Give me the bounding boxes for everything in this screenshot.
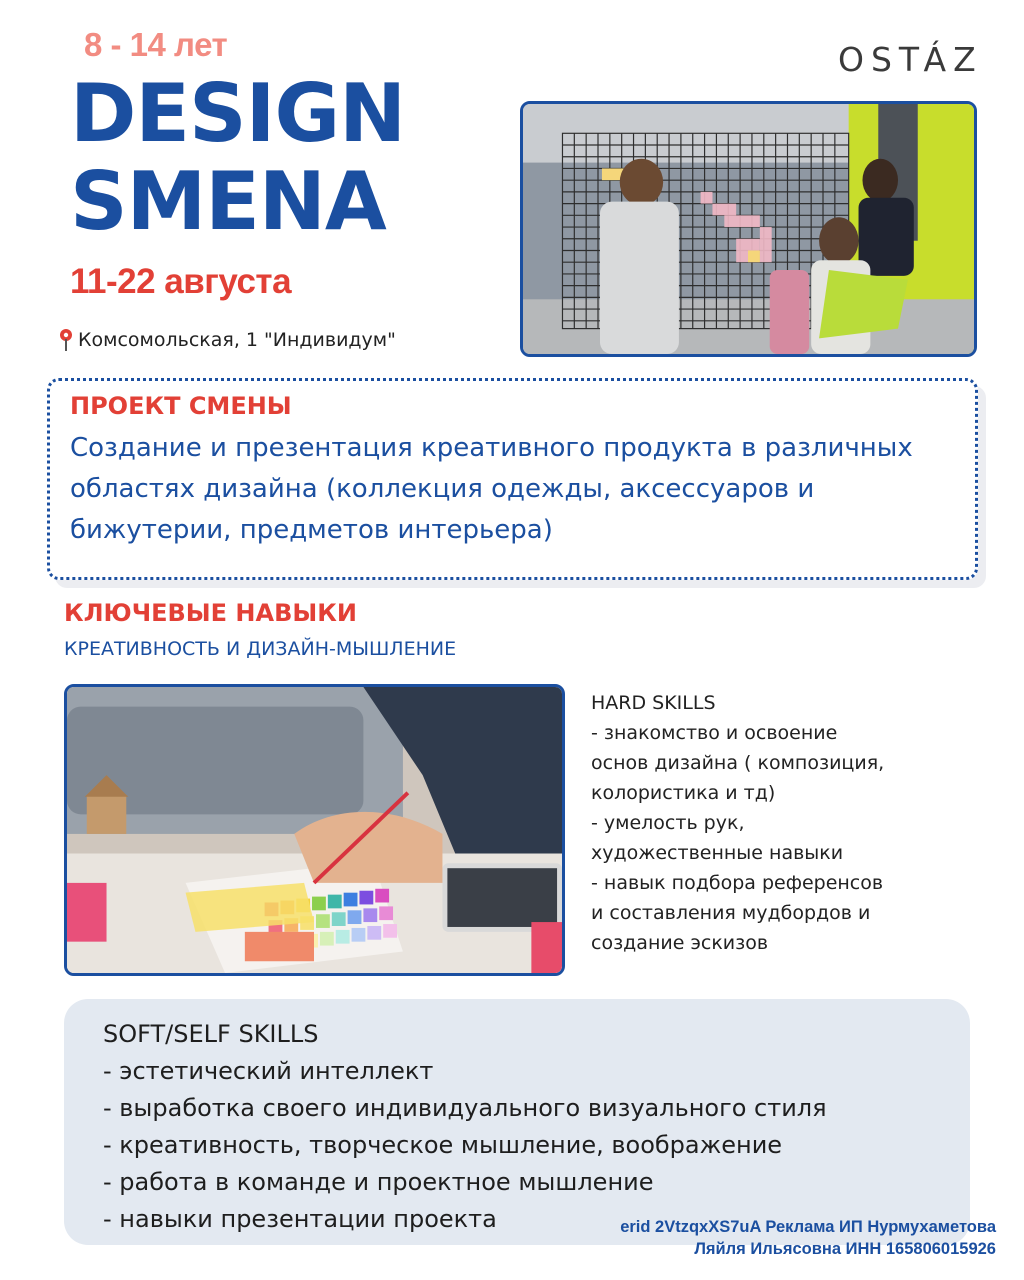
hard-skills-line: создание эскизов: [591, 932, 769, 954]
disclaimer-line: Ляйля Ильясовна ИНН 165806015926: [694, 1240, 996, 1258]
page-title: [70, 67, 406, 248]
project-line: Создание и презентация креативного продукта в различных: [70, 433, 913, 463]
soft-skills-block: [103, 1016, 827, 1238]
kids-design-photo: [520, 101, 977, 357]
hard-skills-line: основ дизайна ( композиция,: [591, 752, 885, 774]
camp-dates: 11-22 августа: [70, 262, 292, 301]
hard-skills-line: колористика и тд): [591, 782, 776, 804]
address-text: Комсомольская, 1 "Индивидум": [78, 329, 396, 351]
key-skills-subtitle: КРЕАТИВНОСТЬ И ДИЗАЙН-МЫШЛЕНИЕ: [64, 638, 457, 660]
hard-skills-line: и составления мудбордов и: [591, 902, 871, 924]
age-range: 8 - 14 лет: [84, 26, 228, 63]
project-line: бижутерии, предметов интерьера): [70, 515, 553, 545]
title-line-smena: SMENA: [70, 155, 386, 248]
ostaz-logo: OSTÁZ: [838, 40, 983, 79]
hard-skills-line: - знакомство и освоение: [591, 722, 838, 744]
soft-skills-item: - навыки презентации проекта: [103, 1205, 497, 1233]
soft-skills-item: - работа в команде и проектное мышление: [103, 1168, 654, 1196]
map-pin-icon: [58, 328, 74, 352]
project-title: ПРОЕКТ СМЕНЫ: [70, 392, 292, 420]
soft-skills-item: - выработка своего индивидуального визуального стиля: [103, 1094, 827, 1122]
designer-drawing-photo: [64, 684, 565, 976]
disclaimer-line: erid 2VtzqxXS7uA Реклама ИП Нурмухаметова: [620, 1218, 996, 1236]
hard-skills-title: HARD SKILLS: [591, 692, 716, 714]
soft-skills-item: - креативность, творческое мышление, воображение: [103, 1131, 783, 1159]
title-line-design: DESIGN: [70, 67, 406, 160]
hard-skills-line: художественные навыки: [591, 842, 844, 864]
hard-skills-line: - умелость рук,: [591, 812, 745, 834]
project-line: областях дизайна (коллекция одежды, аксессуаров и: [70, 474, 815, 504]
soft-skills-title: SOFT/SELF SKILLS: [103, 1020, 319, 1048]
address-line: [58, 328, 396, 352]
soft-skills-item: - эстетический интеллект: [103, 1057, 434, 1085]
key-skills-title: КЛЮЧЕВЫЕ НАВЫКИ: [64, 599, 357, 627]
hard-skills-block: [591, 688, 884, 958]
project-description: [70, 428, 970, 551]
hard-skills-line: - навык подбора референсов: [591, 872, 884, 894]
ad-disclaimer: [620, 1216, 996, 1260]
